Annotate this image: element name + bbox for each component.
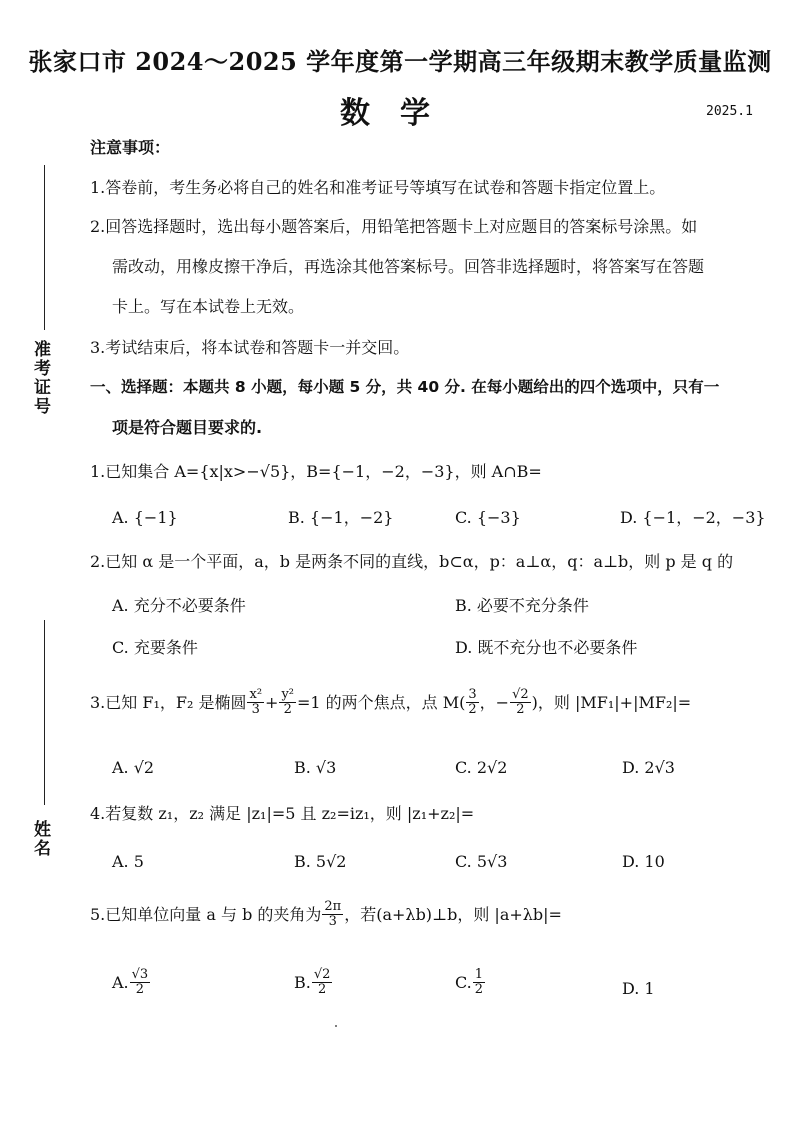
option-a-fraction bbox=[130, 968, 151, 997]
exam-date: 2025.1 bbox=[706, 104, 753, 119]
question-4-option-b: B. 5√2 bbox=[294, 852, 347, 871]
exam-title: 张家口市 2024～2025 学年度第一学期高三年级期末教学质量监测 bbox=[28, 47, 772, 76]
note-item-2-line-3: 卡上。写在本试卷上无效。 bbox=[112, 297, 305, 316]
point-y-fraction bbox=[510, 688, 531, 717]
question-1-stem: 1.已知集合 A={x|x>−√5}，B={−1，−2，−3}，则 A∩B= bbox=[90, 462, 542, 481]
question-5-option-d: D. 1 bbox=[622, 979, 655, 998]
option-prefix: B. bbox=[294, 972, 311, 992]
subject-title: 数学 bbox=[340, 96, 460, 131]
scan-speck bbox=[335, 1025, 337, 1027]
question-3-option-b: B. √3 bbox=[294, 758, 337, 777]
question-3-stem-part-c: )，则 |MF₁|+|MF₂|= bbox=[531, 692, 692, 712]
fraction-denominator: 2 bbox=[516, 702, 525, 717]
fraction-numerator: √2 bbox=[313, 967, 331, 982]
name-line bbox=[44, 620, 45, 805]
question-2-stem: 2.已知 α 是一个平面，a，b 是两条不同的直线，b⊂α，p：a⊥α，q：a⊥b，则 p 是 q 的 bbox=[90, 552, 734, 571]
fraction-denominator: 2 bbox=[317, 982, 327, 997]
note-item-3: 3.考试结束后，将本试卷和答题卡一并交回。 bbox=[90, 338, 410, 357]
question-1-option-b: B. {−1，−2} bbox=[288, 508, 394, 527]
section-heading-line-1: 一、选择题：本题共 8 小题，每小题 5 分，共 40 分. 在每小题给出的四个选项中，只有一 bbox=[90, 378, 720, 396]
question-1-option-d: D. {−1，−2，−3} bbox=[620, 508, 766, 527]
fraction-denominator: 2 bbox=[474, 982, 484, 997]
fraction-numerator: 3 bbox=[468, 687, 477, 702]
question-5-stem-part-a: 5.已知单位向量 a 与 b 的夹角为 bbox=[90, 904, 322, 924]
angle-fraction bbox=[322, 900, 343, 929]
section-heading-line-2: 项是符合题目要求的. bbox=[112, 418, 263, 437]
fraction-denominator: 2 bbox=[283, 702, 292, 717]
question-5-option-c bbox=[455, 968, 486, 997]
exam-id-label: 准考证号 bbox=[30, 340, 50, 416]
fraction-numerator: √2 bbox=[512, 687, 529, 702]
comma-minus: ，− bbox=[479, 692, 510, 712]
exam-id-line bbox=[44, 165, 45, 330]
fraction-denominator: 3 bbox=[251, 702, 260, 717]
fraction-denominator: 2 bbox=[135, 982, 145, 997]
question-3-option-d: D. 2√3 bbox=[622, 758, 675, 777]
fraction-numerator: 2π bbox=[324, 899, 342, 914]
question-3-option-a: A. √2 bbox=[112, 758, 155, 777]
question-4-option-d: D. 10 bbox=[622, 852, 665, 871]
note-item-1: 1.答卷前，考生务必将自己的姓名和准考证号等填写在试卷和答题卡指定位置上。 bbox=[90, 178, 666, 197]
note-item-2-line-1: 2.回答选择题时，选出每小题答案后，用铅笔把答题卡上对应题目的答案标号涂黑。如 bbox=[90, 217, 698, 236]
fraction-numerator: 1 bbox=[474, 967, 484, 982]
name-label: 姓名 bbox=[30, 820, 50, 858]
question-4-option-c: C. 5√3 bbox=[455, 852, 508, 871]
question-5-option-b bbox=[294, 968, 333, 997]
ellipse-y-fraction bbox=[279, 688, 296, 717]
question-3-stem bbox=[90, 688, 691, 717]
fraction-numerator: √3 bbox=[131, 967, 149, 982]
plus-sign: + bbox=[265, 692, 279, 712]
question-2-option-b: B. 必要不充分条件 bbox=[455, 596, 589, 615]
option-b-fraction bbox=[312, 968, 333, 997]
question-2-option-a: A. 充分不必要条件 bbox=[112, 596, 246, 615]
question-4-option-a: A. 5 bbox=[112, 852, 144, 871]
question-5-option-a bbox=[112, 968, 151, 997]
ellipse-x-fraction bbox=[247, 688, 264, 717]
fraction-denominator: 2 bbox=[468, 702, 477, 717]
option-prefix: A. bbox=[112, 972, 129, 992]
question-5-stem-part-b: ，若(a+λb)⊥b，则 |a+λb|= bbox=[344, 904, 562, 924]
option-c-fraction bbox=[473, 968, 485, 997]
point-x-fraction bbox=[466, 688, 478, 717]
question-3-option-c: C. 2√2 bbox=[455, 758, 508, 777]
question-4-stem: 4.若复数 z₁，z₂ 满足 |z₁|=5 且 z₂=iz₁，则 |z₁+z₂|= bbox=[90, 804, 475, 823]
fraction-denominator: 3 bbox=[328, 914, 337, 929]
fraction-numerator: y² bbox=[281, 687, 294, 702]
question-1-option-a: A. {−1} bbox=[112, 508, 178, 527]
question-1-option-c: C. {−3} bbox=[455, 508, 521, 527]
question-2-option-c: C. 充要条件 bbox=[112, 638, 198, 657]
note-item-2-line-2: 需改动，用橡皮擦干净后，再选涂其他答案标号。回答非选择题时，将答案写在答题 bbox=[112, 257, 705, 276]
question-3-stem-part-a: 3.已知 F₁，F₂ 是椭圆 bbox=[90, 692, 247, 712]
question-5-stem bbox=[90, 900, 562, 929]
option-prefix: C. bbox=[455, 972, 472, 992]
question-3-stem-part-b: =1 的两个焦点，点 M( bbox=[297, 692, 466, 712]
notes-heading: 注意事项： bbox=[90, 138, 171, 157]
question-2-option-d: D. 既不充分也不必要条件 bbox=[455, 638, 638, 657]
fraction-numerator: x² bbox=[249, 687, 263, 702]
